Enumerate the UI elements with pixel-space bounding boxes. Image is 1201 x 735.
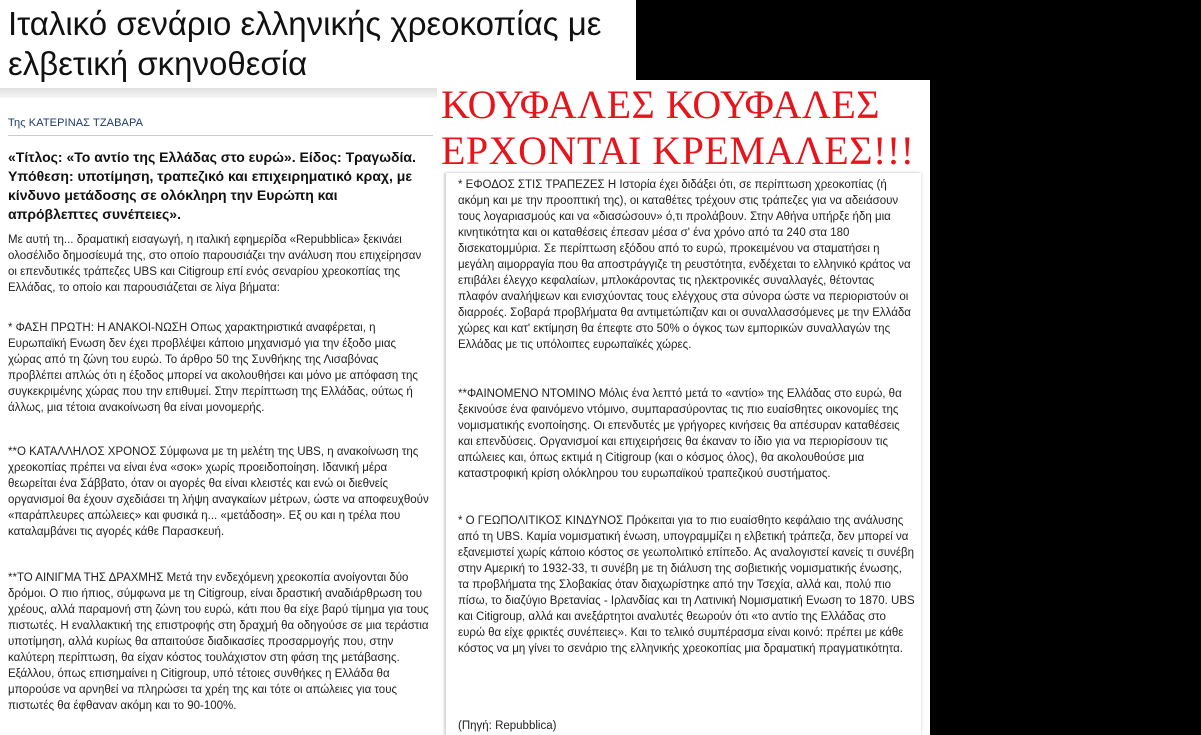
author-byline[interactable]: Της ΚΑΤΕΡΙΝΑΣ ΤΖΑΒΑΡΑ	[8, 117, 144, 129]
overlay-headline: ΚΟΥΦΑΛΕΣ ΚΟΥΦΑΛΕΣ ΕΡΧΟΝΤΑΙ ΚΡΕΜΑΛΕΣ!!!	[441, 82, 915, 173]
overlay-paragraph: * ΕΦΟΔΟΣ ΣΤΙΣ ΤΡΑΠΕΖΕΣ Η Ιστορία έχει διδάξει ότι, σε περίπτωση χρεοκοπίας (ή ακόμη και με την προοπτική της), οι καταθέτες τρέχουν στις τράπεζες για να αδειάσουν τους λογαριασμούς και να «διασώσουν» ό,τι προλάβουν. Στην Αθήνα υπήρξε ήδη μια κινητικότητα και οι καταθέσεις έπεσαν μέσα σ' ένα χρόνο από τα 240 στα 180 δισεκατομμύρια. Σε περίπτωση εξόδου από το ευρώ, προκειμένου να σταματήσει η μεγάλη αιμορραγία που θα αποστράγγιζε τη ρευστότητα, ενδέχεται το ελληνικό κράτος να επιβάλει έλεγχο κεφαλαίων, μπλοκάροντας τις ηλεκτρονικές συναλλαγές, θέτοντας πλαφόν αναλήψεων και ενισχύοντας τους ελέγχους στα σύνορα ώστε να περιοριστούν οι διαρροές. Σοβαρά προβλήματα θα αντιμετώπιζαν και οι συναλλασσόμενες με την Ελλάδα χώρες και κατ' εκτίμηση θα έπεφτε στο 50% ο όγκος των εμπορικών συναλλαγών της Ελλάδας με τις υπόλοιπες ευρωπαϊκές χώρες.	[458, 179, 911, 351]
byline-divider	[8, 135, 433, 136]
article-title: Ιταλικό σενάριο ελληνικής χρεοκοπίας με ελβετική σκηνοθεσία	[8, 5, 602, 82]
article-paragraph: Με αυτή τη... δραματική εισαγωγή, η ιταλική εφημερίδα «Repubblica» ξεκινάει ολοσέλιδο δημοσίευμά της, στο οποίο παρουσιάζει την ανάλυση που επιχείρησαν οι επενδυτικές τράπεζες UBS και Citigroup επί ενός σεναρίου χρεοκοπίας της Ελλάδας, το οποίο και παρουσιάζεται σε λίγα βήματα:	[8, 234, 422, 294]
article-paragraph: **Ο ΚΑΤΑΛΛΗΛΟΣ ΧΡΟΝΟΣ Σύμφωνα με τη μελέτη της UBS, η ανακοίνωση της χρεοκοπίας πρέπει να είναι ένα «σοκ» χωρίς προειδοποίηση. Ιδανική μέρα θεωρείται ένα Σάββατο, όταν οι αγορές θα είναι κλειστές και ενώ οι διεθνείς οργανισμοί θα έχουν σχεδιάσει τη λήψη αναγκαίων μέτρων, ώστε να αποφευχθούν «παράπλευρες απώλειες» και φυσικά η... «μετάδοση». Εξ ου και η τρέλα που καταλαμβάνει τις αγορές κάθε Παρασκευή.	[8, 446, 429, 538]
overlay-paragraph: * Ο ΓΕΩΠΟΛΙΤΙΚΟΣ ΚΙΝΔΥΝΟΣ Πρόκειται για το πιο ευαίσθητο κεφάλαιο της ανάλυσης από τη UBS. Καμία νομισματική ένωση, υπογραμμίζει η ελβετική τράπεζα, δεν μπορεί να εξανεμιστεί χωρίς κάποιο κόστος σε γεωπολιτικό επίπεδο. Ας αναλογιστεί κανείς τι συνέβη στην Αμερική το 1932-33, τι συνέβη με τη διάλυση της σοβιετικής νομισματικής ένωσης, τα προβλήματα της Σλοβακίας όταν διαχωρίστηκε από την Τσεχία, αλλά και, πολύ πιο πίσω, το διαζύγιο Βρετανίας - Ιρλανδίας και τη Λατινική Νομισματική Ενωση το 1870. UBS και Citigroup, αλλά και ανεξάρτητοι αναλυτές θεωρούν ότι «το αντίο της Ελλάδας στο ευρώ θα είχε φρικτές συνέπειες». Και το τελικό συμπέρασμα είναι κοινό: πρέπει με κάθε κόστος να μη γίνει το σενάριο της ελληνικής χρεοκοπίας μια δραματική πραγματικότητα.	[458, 515, 915, 655]
article-paragraph: **ΤΟ ΑΙΝΙΓΜΑ ΤΗΣ ΔΡΑΧΜΗΣ Μετά την ενδεχόμενη χρεοκοπία ανοίγονται δύο δρόμοι. Ο πιο ήπιος, σύμφωνα με τη Citigroup, είναι δραστική αναδιάρθρωση του χρέους, αλλά παραμονή στη ζώνη του ευρώ, κάτι που θα είχε βαρύ τίμημα για τους πιστωτές. Η εναλλακτική της επιστροφής στη δραχμή θα οδηγούσε σε μια τεράστια υποτίμηση, αλλά κυρίως θα απαιτούσε διαδικασίες προσαρμογής που, στην καλύτερη περίπτωση, θα είχαν κόστος τουλάχιστον στη φάση της μετάβασης. Εξάλλου, όπως επισημαίνει η Citigroup, υπό τέτοιες συνθήκες η Ελλάδα θα μπορούσε να αρνηθεί να πληρώσει τα χρέη της και τότε οι απώλειες για τους πιστωτές θα έφθαναν ακόμη και το 90-100%.	[8, 572, 429, 712]
overlay-page	[437, 80, 930, 735]
overlay-paragraph: **ΦΑΙΝΟΜΕΝΟ ΝΤΟΜΙΝΟ Μόλις ένα λεπτό μετά το «αντίο» της Ελλάδας στο ευρώ, θα ξεκινούσε ένα φαινόμενο ντόμινο, συμπαρασύροντας τις πιο ευαίσθητες οικονομίες της νομισματικής ενοποίησης. Οι επενδυτές με γρήγορες κινήσεις θα απέσυραν καταθέσεις και επενδύσεις. Οργανισμοί και επιχειρήσεις θα έκαναν το ίδιο για να περιορίσουν τις απώλειες και, όπως εκτιμά η Citigroup (και ο κόσμος όλος), θα ακολουθούσε μια καταστροφική κρίση ολόκληρου του ευρωπαϊκού τραπεζικού συστήματος.	[458, 388, 902, 480]
article-lead: «Τίτλος: «Το αντίο της Ελλάδας στο ευρώ». Είδος: Τραγωδία. Υπόθεση: υποτίμηση, τραπεζικό και επιχειρηματικό κραχ, με κίνδυνο μετάδοσης σε ολόκληρη την Ευρώπη και απρόβλεπτες συνέπειες».	[8, 149, 416, 222]
overlay-text-panel	[446, 173, 921, 735]
article-paragraph: * ΦΑΣΗ ΠΡΩΤΗ: Η ΑΝΑΚΟΙ-ΝΩΣΗ Οπως χαρακτηριστικά αναφέρεται, η Ευρωπαϊκή Ενωση δεν έχει προβλέψει κάποιο μηχανισμό για την έξοδο μιας χώρας από τη ζώνη του ευρώ. Το άρθρο 50 της Συνθήκης της Λισαβόνας προβλέπει απλώς ότι η έξοδος μπορεί να ακολουθήσει και μόνο με απόφαση της συγκεκριμένης χώρας που την επιθυμεί. Στην περίπτωση της Ελλάδας, ούτως ή άλλως, μια τέτοια ανακοίνωση θα είναι μονομερής.	[8, 322, 418, 414]
source-credit: (Πηγή: Repubblica)	[458, 720, 557, 732]
